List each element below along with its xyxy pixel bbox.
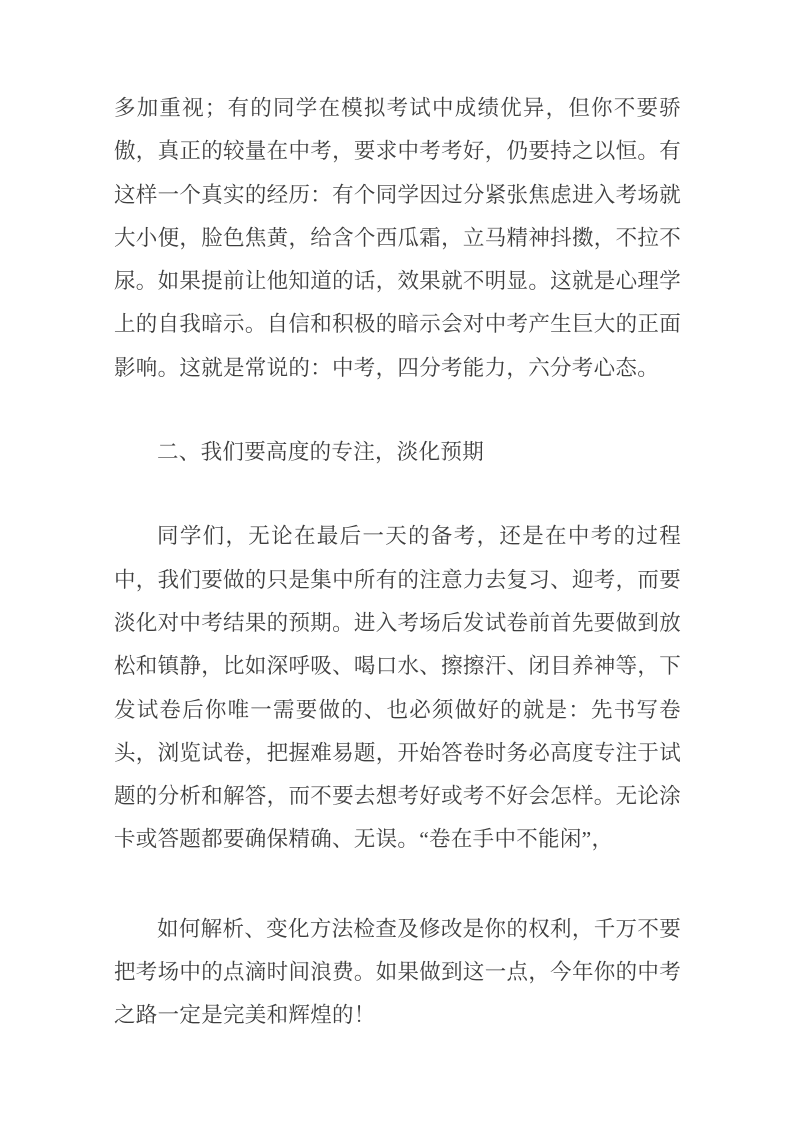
paragraph-continuation: 多加重视；有的同学在模拟考试中成绩优异，但你不要骄傲，真正的较量在中考，要求中考考好，仍要持之以恒。有这样一个真实的经历：有个同学因过分紧张焦虑进入考场就大小便，脸色焦黄，给含个西瓜霜，立马精神抖擞，不拉不尿。如果提前让他知道的话，效果就不明显。这就是心理学上的自我暗示。自信和积极的暗示会对中考产生巨大的正面影响。这就是常说的：中考，四分考能力，六分考心态。	[114, 96, 681, 380]
paragraph-closing: 如何解析、变化方法检查及修改是你的权利，千万不要把考场中的点滴时间浪费。如果做到这一点，今年你的中考之路一定是完美和辉煌的！	[114, 916, 681, 1028]
document-content	[114, 87, 681, 1038]
paragraph-focus-advice: 同学们，无论在最后一天的备考，还是在中考的过程中，我们要做的只是集中所有的注意力去复习、迎考，而要淡化对中考结果的预期。进入考场后发试卷前首先要做到放松和镇静，比如深呼吸、喝口水、擦擦汗、闭目养神等，下发试卷后你唯一需要做的、也必须做好的就是：先书写卷头，浏览试卷，把握难易题，开始答卷时务必高度专注于试题的分析和解答，而不要去想考好或考不好会怎样。无论涂卡或答题都要确保精确、无误。“卷在手中不能闲”，	[114, 524, 681, 852]
section-heading: 二、我们要高度的专注，淡化预期	[157, 440, 485, 465]
